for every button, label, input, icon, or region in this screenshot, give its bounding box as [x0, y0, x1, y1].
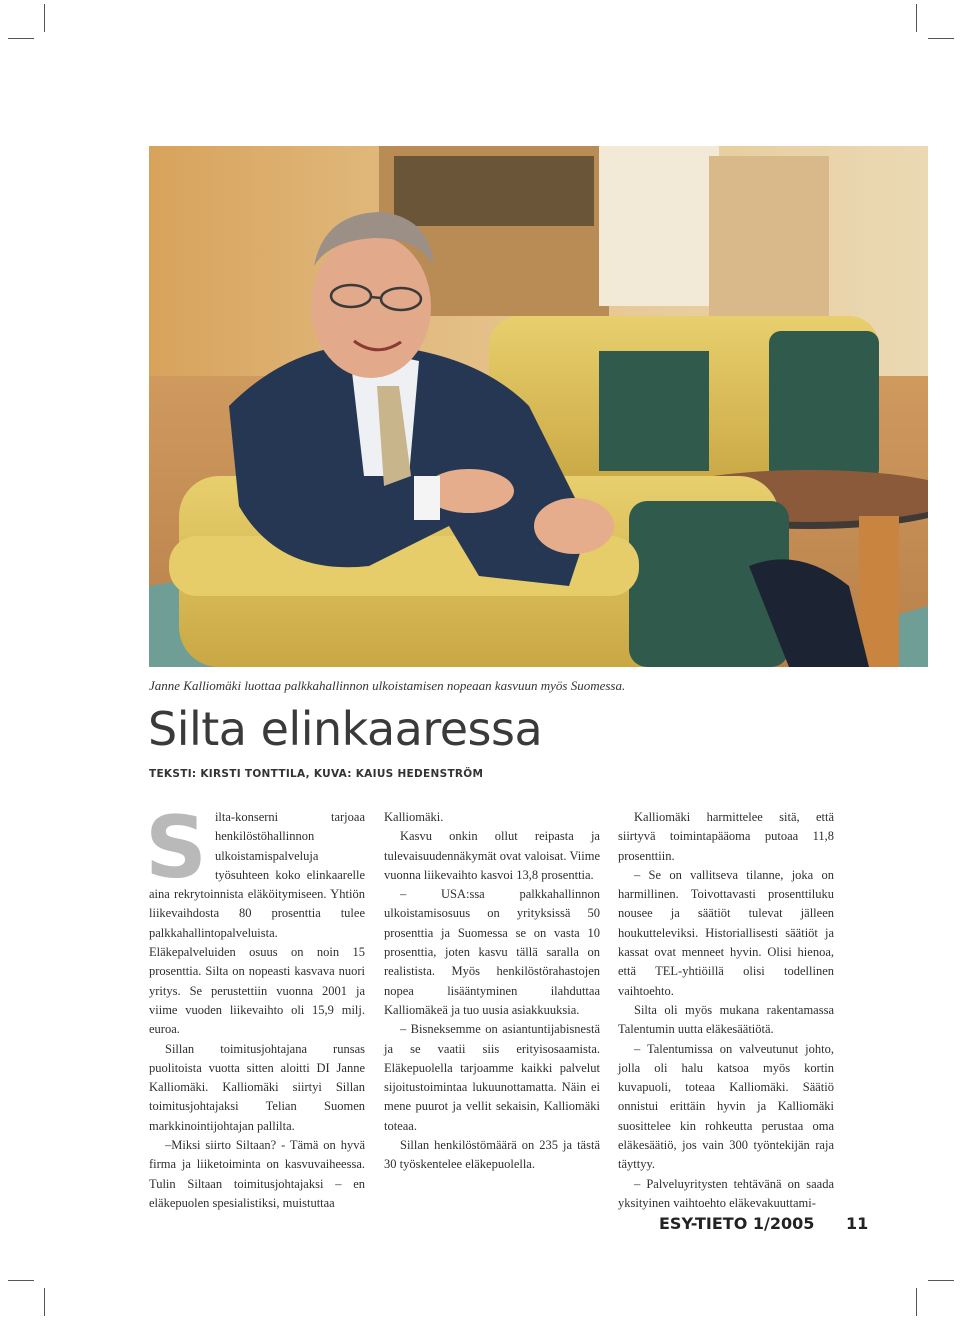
text-column-3 [618, 808, 834, 1213]
article-headline: Silta elinkaaressa [148, 702, 543, 756]
paragraph: –Miksi siirto Siltaan? - Tämä on hyvä firma ja liiketoiminta on kasvuvaiheessa. Tulin Siltaan toimitusjohtajaksi – en eläkepuolen spesialistiksi, muistuttaa [149, 1138, 365, 1210]
crop-mark [928, 38, 954, 39]
paragraph: Sillan toimitusjohtajana runsas puolitoista vuotta sitten aloitti DI Janne Kalliomäki. Kalliomäki siirtyi Sillan toimitusjohtajaksi Telian Suomen markkinointijohtajan pallilta. [149, 1041, 365, 1133]
article-byline: TEKSTI: KIRSTI TONTTILA, KUVA: KAIUS HEDENSTRÖM [149, 768, 484, 780]
crop-mark [928, 1280, 954, 1281]
paragraph: Kasvu onkin ollut reipasta ja tulevaisuudennäkymät ovat valoisat. Viime vuonna liikevaihto kasvoi 13,8 prosenttia. [384, 829, 600, 882]
paragraph: – Bisneksemme on asiantuntijabisnestä ja se vaatii siis erityisosaamista. Eläkepuolella tarjoamme kaikki palvelut sijoitustoimintaa lukuunottamatta. Näin ei mene puurot ja vellit sekaisin, Kalliomäki toteaa. [384, 1022, 600, 1133]
paragraph: – Talentumissa on valveutunut johto, jolla oli halu katsoa myös kortin kuvapuoli, toteaa Kalliomäki. Säätiö onnistui erittäin hyvin ja Kalliomäki suosittelee kin rohkeutta perustaa oma eläkesäätiö, jos vain 300 työntekijän raja täyttyy. [618, 1041, 834, 1172]
crop-mark [44, 4, 45, 32]
crop-mark [916, 1288, 917, 1316]
paragraph: – Palveluyritysten tehtävänä on saada yksityinen vaihtoehto eläkevakuuttami- [618, 1176, 834, 1210]
page-number: 11 [846, 1214, 869, 1233]
photo-caption: Janne Kalliomäki luottaa palkkahallinnon ulkoistamisen nopeaan kasvuun myös Suomessa. [149, 678, 626, 693]
text-column-1 [145, 798, 365, 1213]
paragraph: – Se on vallitseva tilanne, joka on harmillinen. Toivottavasti prosenttiluku nousee ja säätiöt tulevat jälleen houkutteleviksi. Historiallisesti säätiöt ja kassat ovat menneet hyvin. Olisi hienoa, että TEL-yhtiöillä olisi todellinen vaihtoehto. [618, 867, 834, 998]
text-column-2 [384, 808, 600, 1175]
paragraph: Kalliomäki. [384, 810, 444, 824]
paragraph: – USA:ssa palkkahallinnon ulkoistamisosuus on yrityksissä 50 prosenttia ja Suomessa se on vasta 10 prosenttia, joten kasvu tällä saralla on realistista. Myös henkilöstörahastojen nopea lisääntyminen ilahduttaa Kalliomäkeä ja tuo uusia asiakkuuksia. [384, 887, 600, 1017]
publication-footer: ESY-TIETO 1/2005 [659, 1214, 815, 1233]
photo-illustration [149, 146, 928, 667]
crop-mark [44, 1288, 45, 1316]
paragraph: Silta oli myös mukana rakentamassa Talentumin uutta eläkesäätiötä. [618, 1002, 834, 1037]
paragraph: Sillan henkilöstömäärä on 235 ja tästä 30 työskentelee eläkepuolella. [384, 1138, 600, 1172]
crop-mark [8, 1280, 34, 1281]
drop-cap: S [145, 798, 207, 898]
crop-mark [8, 38, 34, 39]
crop-mark [916, 4, 917, 32]
paragraph: Kalliomäki harmittelee sitä, että siirtyvä toimintapääoma putoaa 11,8 prosenttiin. [618, 810, 834, 863]
portrait-photo [149, 146, 928, 667]
paragraph: ilta-konserni tarjoaa henkilöstöhallinnon ulkoistamispalveluja työsuhteen koko elinkaarelle aina rekrytoinnista eläköitymiseen. Yhtiön liikevaihdosta 80 prosenttia tulee palkkahallintopalveluista. Eläkepalveluiden osuus on noin 15 prosenttia. Silta on nopeasti kasvava nuori yritys. Se perustettiin vuonna 2001 ja viime vuoden liikevaihto oli 15,9 milj. euroa. [149, 810, 365, 1037]
